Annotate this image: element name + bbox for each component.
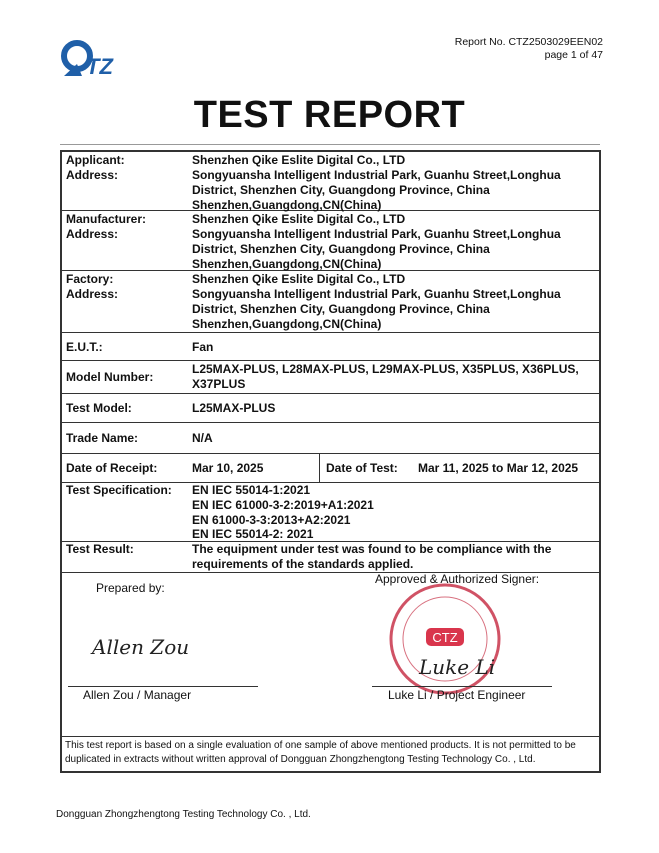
applicant-row	[62, 152, 599, 211]
label: Manufacturer:	[66, 212, 147, 226]
test-model-row	[62, 394, 599, 423]
ctz-logo	[60, 38, 120, 78]
spec-item: EN IEC 61000-3-2:2019+A1:2021	[192, 498, 374, 512]
divider	[319, 454, 320, 482]
trade-name-row	[62, 423, 599, 454]
report-number: Report No. CTZ2503029EEN02	[454, 36, 603, 48]
report-table	[60, 150, 601, 773]
prepared-label: Prepared by:	[96, 581, 165, 595]
eut-value: Fan	[192, 340, 214, 354]
manufacturer-row	[62, 211, 599, 271]
label: Date of Receipt:	[66, 461, 158, 475]
factory-address: Songyuansha Intelligent Industrial Park, Guanhu Street,Longhua District, Shenzhen City, Guangdong Province, China Shenzhen,Guangdong,CN(China)	[192, 287, 561, 331]
applicant-address: Songyuansha Intelligent Industrial Park, Guanhu Street,Longhua District, Shenzhen City, Guangdong Province, China Shenzhen,Guangdong,CN(China)	[192, 168, 561, 212]
spec-item: EN IEC 55014-2: 2021	[192, 527, 314, 541]
company-stamp	[387, 581, 503, 697]
result-row	[62, 542, 599, 573]
approved-label: Approved & Authorized Signer:	[375, 572, 540, 586]
receipt-date: Mar 10, 2025	[192, 461, 264, 475]
spec-item: EN 61000-3-3:2013+A2:2021	[192, 513, 351, 527]
factory-name: Shenzhen Qike Eslite Digital Co., LTD	[192, 272, 406, 286]
page-number: page 1 of 47	[544, 49, 603, 61]
applicant-name: Shenzhen Qike Eslite Digital Co., LTD	[192, 153, 406, 167]
svg-text:TZ: TZ	[86, 54, 113, 78]
signature-line	[68, 686, 258, 687]
label: Trade Name:	[66, 431, 139, 445]
model-number-value: L25MAX-PLUS, L28MAX-PLUS, L29MAX-PLUS, X35PLUS, X36PLUS, X37PLUS	[192, 362, 579, 391]
label: Address:	[66, 287, 119, 301]
approved-signature: Luke Li	[419, 655, 496, 679]
disclaimer: This test report is based on a single evaluation of one sample of above mentioned products. It is not permitted to be duplicated in extracts without written approval of Dongguan Zhongzhengtong Testing Technology Co. , Ltd.	[65, 740, 576, 765]
label: E.U.T.:	[66, 340, 103, 354]
test-date: Mar 11, 2025 to Mar 12, 2025	[418, 461, 579, 475]
page-title: TEST REPORT	[193, 94, 466, 136]
model-number-row	[62, 361, 599, 394]
manufacturer-address: Songyuansha Intelligent Industrial Park, Guanhu Street,Longhua District, Shenzhen City, Guangdong Province, China Shenzhen,Guangdong,CN(China)	[192, 227, 561, 271]
signature-line	[372, 686, 552, 687]
result-value: The equipment under test was found to be compliance with the requirements of the standards applied.	[192, 542, 552, 571]
divider	[60, 144, 600, 145]
manufacturer-name: Shenzhen Qike Eslite Digital Co., LTD	[192, 212, 406, 226]
spec-row	[62, 483, 599, 542]
svg-text:CTZ: CTZ	[432, 630, 458, 645]
test-model-value: L25MAX-PLUS	[192, 401, 276, 415]
trade-name-value: N/A	[192, 431, 213, 445]
dates-row	[62, 454, 599, 483]
label: Factory:	[66, 272, 114, 286]
approved-name: Luke Li / Project Engineer	[388, 688, 526, 702]
footer: Dongguan Zhongzhengtong Testing Technology Co. , Ltd.	[56, 809, 311, 820]
signature-row	[62, 573, 599, 737]
label: Test Model:	[66, 401, 132, 415]
label: Applicant:	[66, 153, 125, 167]
label: Address:	[66, 168, 119, 182]
label: Model Number:	[66, 370, 154, 384]
label: Date of Test:	[326, 461, 398, 475]
eut-row	[62, 333, 599, 361]
spec-item: EN IEC 55014-1:2021	[192, 483, 311, 497]
factory-row	[62, 271, 599, 333]
label: Test Result:	[66, 542, 134, 556]
prepared-signature: Allen Zou	[92, 635, 190, 659]
label: Address:	[66, 227, 119, 241]
label: Test Specification:	[66, 483, 172, 497]
prepared-name: Allen Zou / Manager	[83, 688, 192, 702]
disclaimer-row	[62, 737, 599, 771]
